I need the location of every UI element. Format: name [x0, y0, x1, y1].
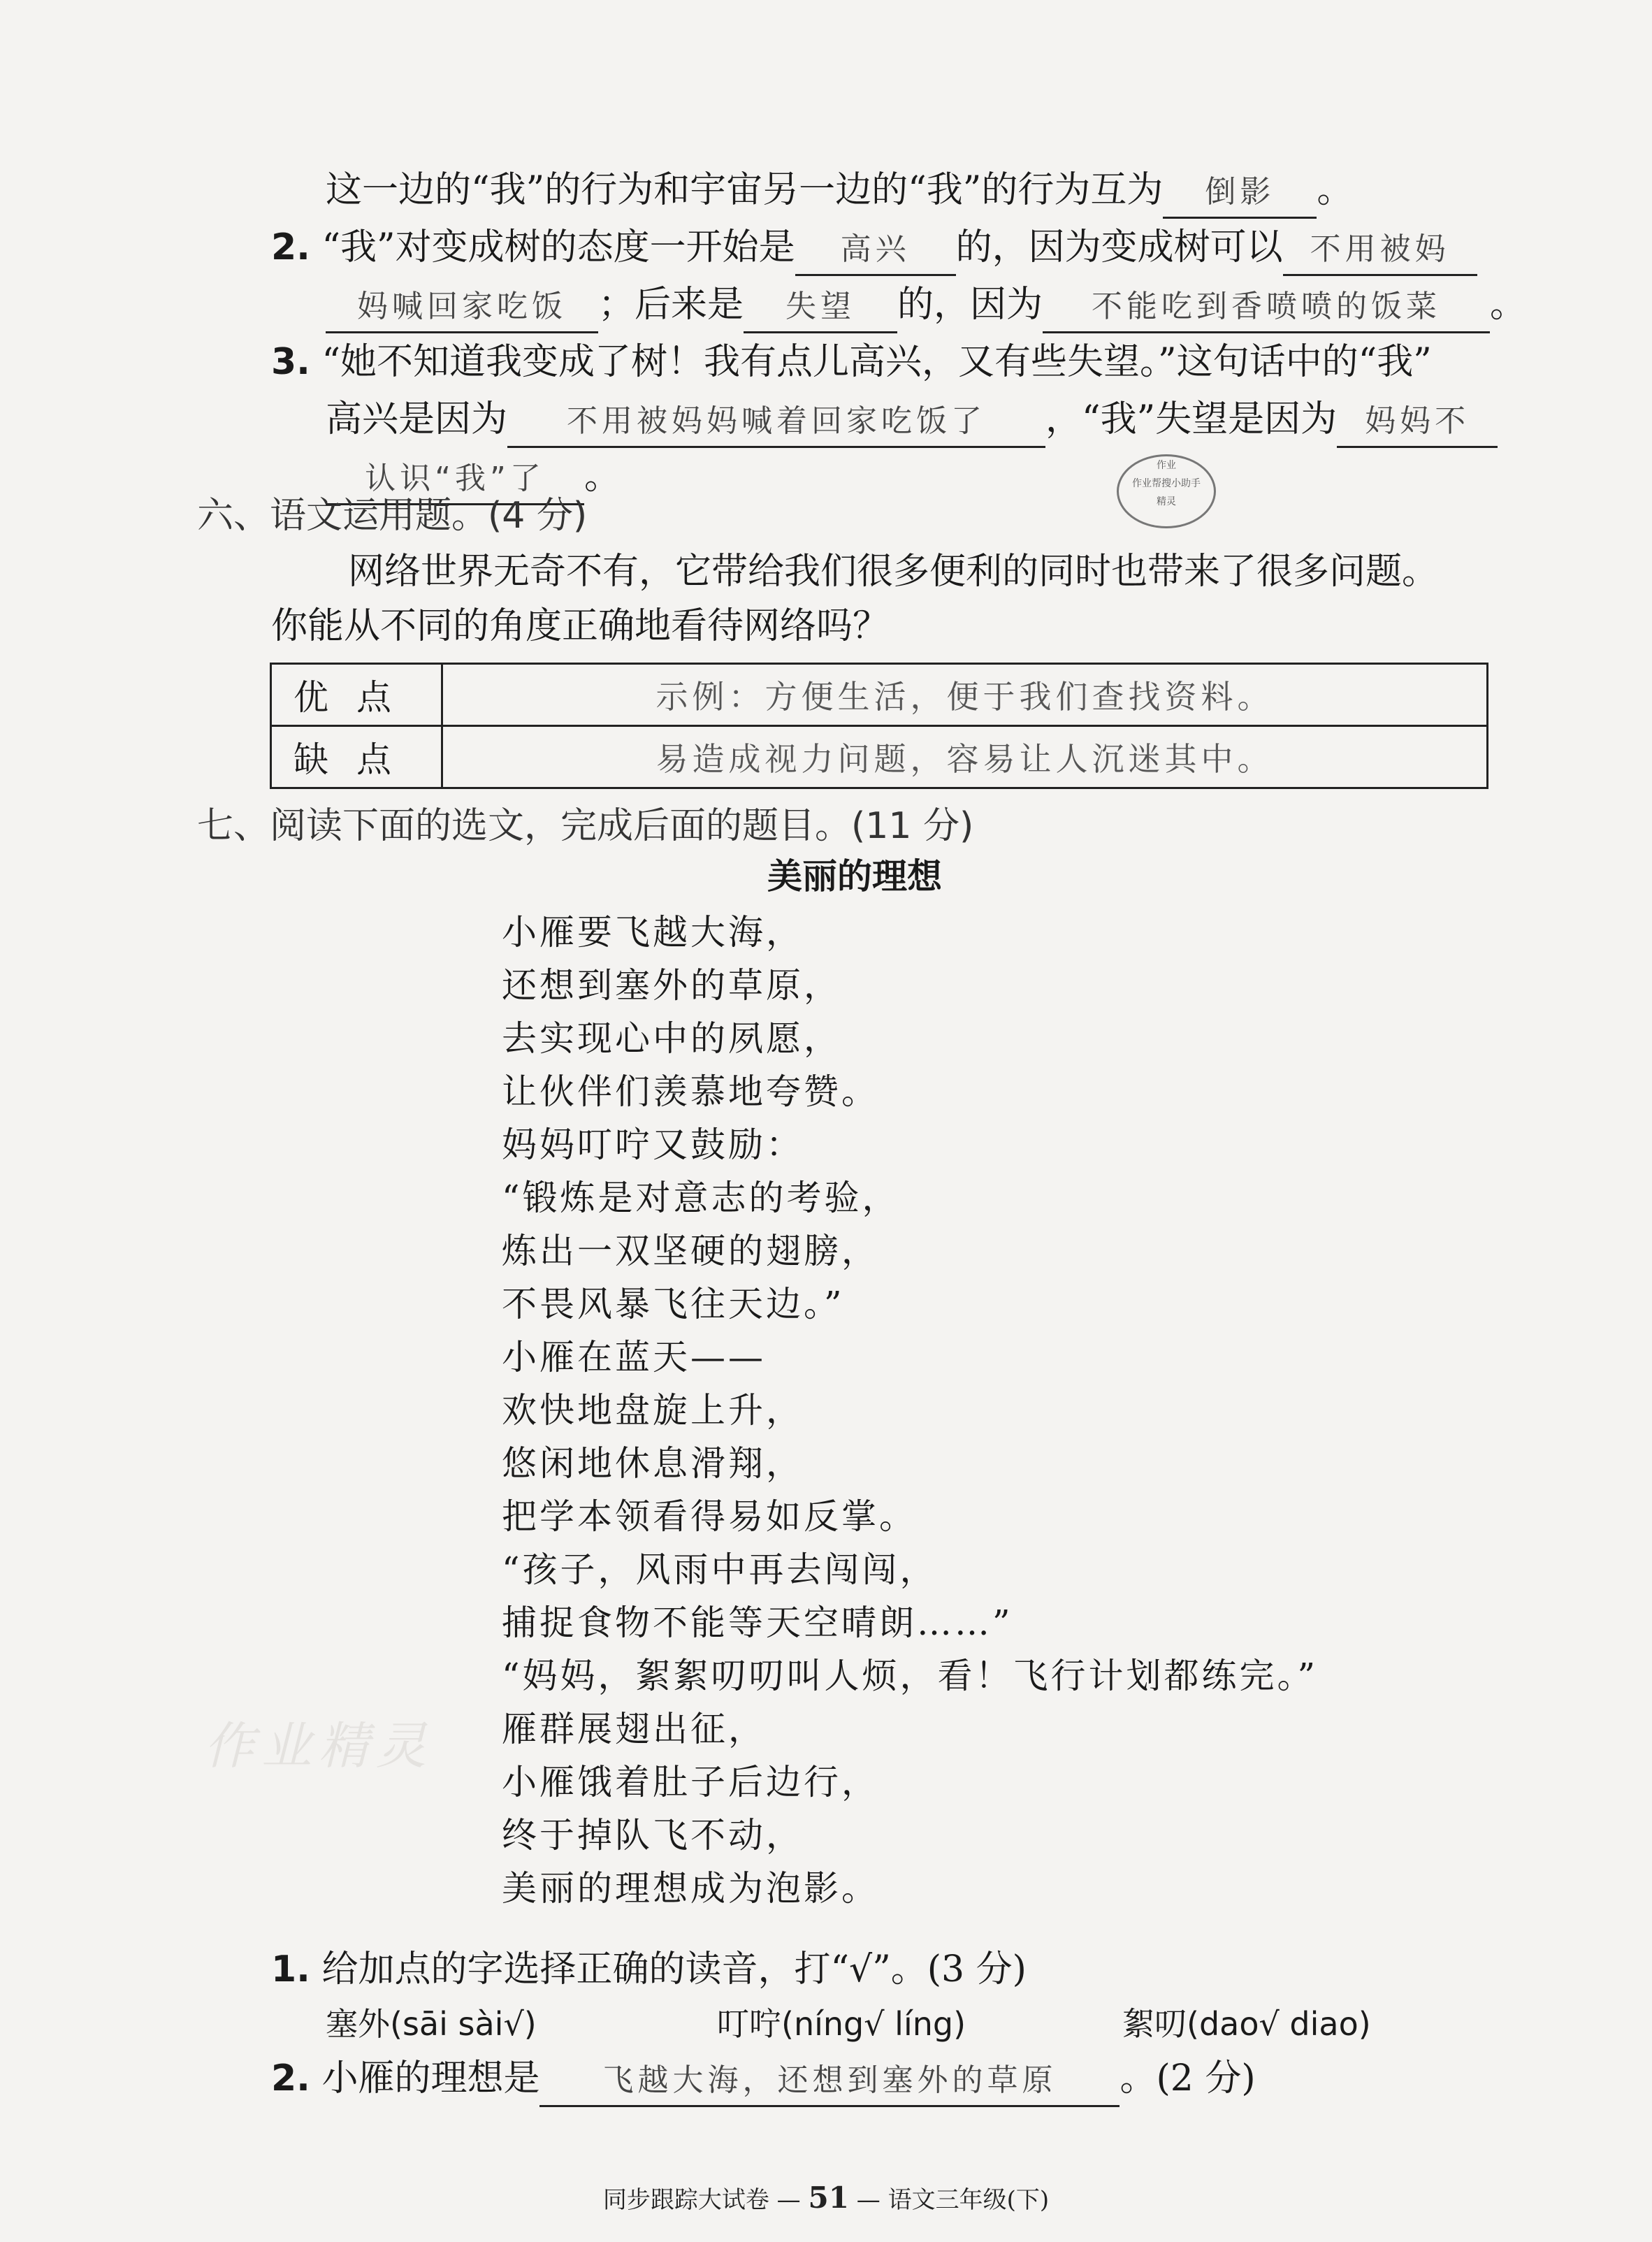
q5-item3-text-a: 高兴是因为: [326, 398, 508, 440]
poem-line: 把学本领看得易如反掌。: [502, 1496, 917, 1537]
q5-item3-text-b: ，“我”失望是因为: [1045, 398, 1338, 440]
pros-cons-table: [270, 663, 1488, 789]
table-row: [271, 664, 1488, 726]
stamp-line3: 精灵: [1157, 496, 1176, 507]
poem-line: 去实现心中的夙愿，: [502, 1018, 841, 1059]
row-key-pros: 优点: [271, 664, 442, 726]
row-key-cons: 缺点: [271, 726, 442, 788]
q5-item3-end: 。: [584, 456, 621, 498]
q5-item3-line1: [271, 334, 1432, 390]
q6-heading: 六、语文运用题。(4 分): [197, 495, 588, 537]
q5-item2-answer4: 不能吃到香喷喷的饭菜: [1043, 282, 1490, 333]
q7-item1-question: 给加点的字选择正确的读音，打“√”。(3 分): [321, 1948, 1027, 1990]
poem-line: 还想到塞外的草原，: [502, 965, 841, 1006]
poem-line: 让伙伴们羡慕地夸赞。: [502, 1071, 879, 1112]
footer-subject: — 语文三年级(下): [856, 2186, 1050, 2214]
pinyin-option-3: 絮叨(dao√ diao): [1122, 2005, 1371, 2043]
q5-line1-end: 。: [1317, 169, 1354, 211]
q5-item2-line2: [326, 277, 1526, 333]
watermark-text: 作业精灵: [204, 1716, 434, 1775]
stamp-line2: 作业帮搜小助手: [1132, 478, 1201, 489]
poem-title: 美丽的理想: [767, 856, 942, 897]
poem-line: “妈妈，絮絮叨叨叫人烦，看！飞行计划都练完。”: [502, 1656, 1319, 1696]
poem-line: 小雁饿着肚子后边行，: [502, 1762, 879, 1802]
q5-line1: [326, 162, 1353, 219]
q5-item3-answer2b: 认识“我”了: [326, 454, 584, 505]
q7-item2-text: 小雁的理想是: [321, 2057, 540, 2099]
poem-line: 终于掉队飞不动，: [502, 1815, 804, 1856]
q7-item2-end: 。(2 分): [1120, 2057, 1256, 2099]
page-footer: [0, 2180, 1652, 2215]
row-value-cons: 易造成视力问题，容易让人沉迷其中。: [442, 726, 1488, 788]
q5-item2-text-d: 的，因为: [897, 284, 1043, 326]
stamp-line1: 作业: [1157, 460, 1176, 471]
q5-item2-number: 2.: [271, 226, 310, 268]
q5-item2-answer2b: 妈喊回家吃饭: [326, 282, 598, 333]
q7-item1: [271, 1941, 1027, 1997]
q7-item2-number: 2.: [271, 2057, 310, 2099]
q5-item2-answer2a: 不用被妈: [1283, 225, 1477, 276]
q5-item3-question: “她不知道我变成了树！我有点儿高兴，又有些失望。”这句话中的“我”: [321, 341, 1432, 383]
q5-item3-answer1: 不用被妈妈喊着回家吃饭了: [507, 397, 1045, 448]
q7-item1-options: [326, 1996, 1371, 2052]
q5-item2-end: 。: [1490, 284, 1527, 326]
table-row: [271, 726, 1488, 788]
pinyin-option-1: 塞外(sāi sài√): [326, 2005, 537, 2043]
poem-line: 捕捉食物不能等天空晴朗……”: [502, 1603, 1013, 1643]
q5-item3-number: 3.: [271, 341, 310, 383]
poem-line: 妈妈叮咛又鼓励：: [502, 1124, 804, 1165]
q5-item3-answer2a: 妈妈不: [1337, 397, 1498, 448]
page-number: 51: [808, 2180, 849, 2215]
poem-line: 不畏风暴飞往天边。”: [502, 1284, 845, 1324]
poem-line: 欢快地盘旋上升，: [502, 1390, 804, 1431]
pinyin-option-2: 叮咛(níng√ líng): [717, 2005, 966, 2043]
q5-item2-text-c: ；后来是: [598, 284, 744, 326]
row-value-pros: 示例：方便生活，便于我们查找资料。: [442, 664, 1488, 726]
q6-paragraph-1: 网络世界无奇不有，它带给我们很多便利的同时也带来了很多问题。: [348, 551, 1439, 593]
poem-line: 小雁在蓝天——: [502, 1337, 766, 1377]
q5-line1-answer: 倒影: [1163, 168, 1317, 219]
q5-item2-text-a: “我”对变成树的态度一开始是: [321, 226, 795, 268]
q5-item2-line1: [271, 219, 1477, 276]
q5-item2-answer1: 高兴: [795, 225, 956, 276]
q7-heading: 七、阅读下面的选文，完成后面的题目。(11 分): [197, 805, 974, 847]
footer-book-title: 同步跟踪大试卷 —: [602, 2186, 801, 2214]
poem-line: 雁群展翅出征，: [502, 1709, 766, 1749]
q7-item1-number: 1.: [271, 1948, 310, 1990]
poem-line: 小雁要飞越大海，: [502, 912, 804, 953]
poem-line: 悠闲地休息滑翔，: [502, 1443, 804, 1484]
q7-item2-answer: 飞越大海，还想到塞外的草原: [539, 2056, 1120, 2107]
q5-item2-answer3: 失望: [744, 282, 897, 333]
q5-item3-line2: [326, 391, 1498, 448]
poem-line: 炼出一双坚硬的翅膀，: [502, 1231, 879, 1271]
homework-stamp: [1117, 454, 1216, 528]
q5-line1-text: 这一边的“我”的行为和宇宙另一边的“我”的行为互为: [326, 169, 1164, 211]
q7-item2: [271, 2051, 1256, 2107]
poem-line: 美丽的理想成为泡影。: [502, 1868, 879, 1909]
poem-line: “锻炼是对意志的考验，: [502, 1178, 900, 1218]
q5-item2-text-b: 的，因为变成树可以: [955, 226, 1283, 268]
poem-line: “孩子，风雨中再去闯闯，: [502, 1549, 938, 1590]
q6-paragraph-2: 你能从不同的角度正确地看待网络吗？: [271, 605, 890, 647]
